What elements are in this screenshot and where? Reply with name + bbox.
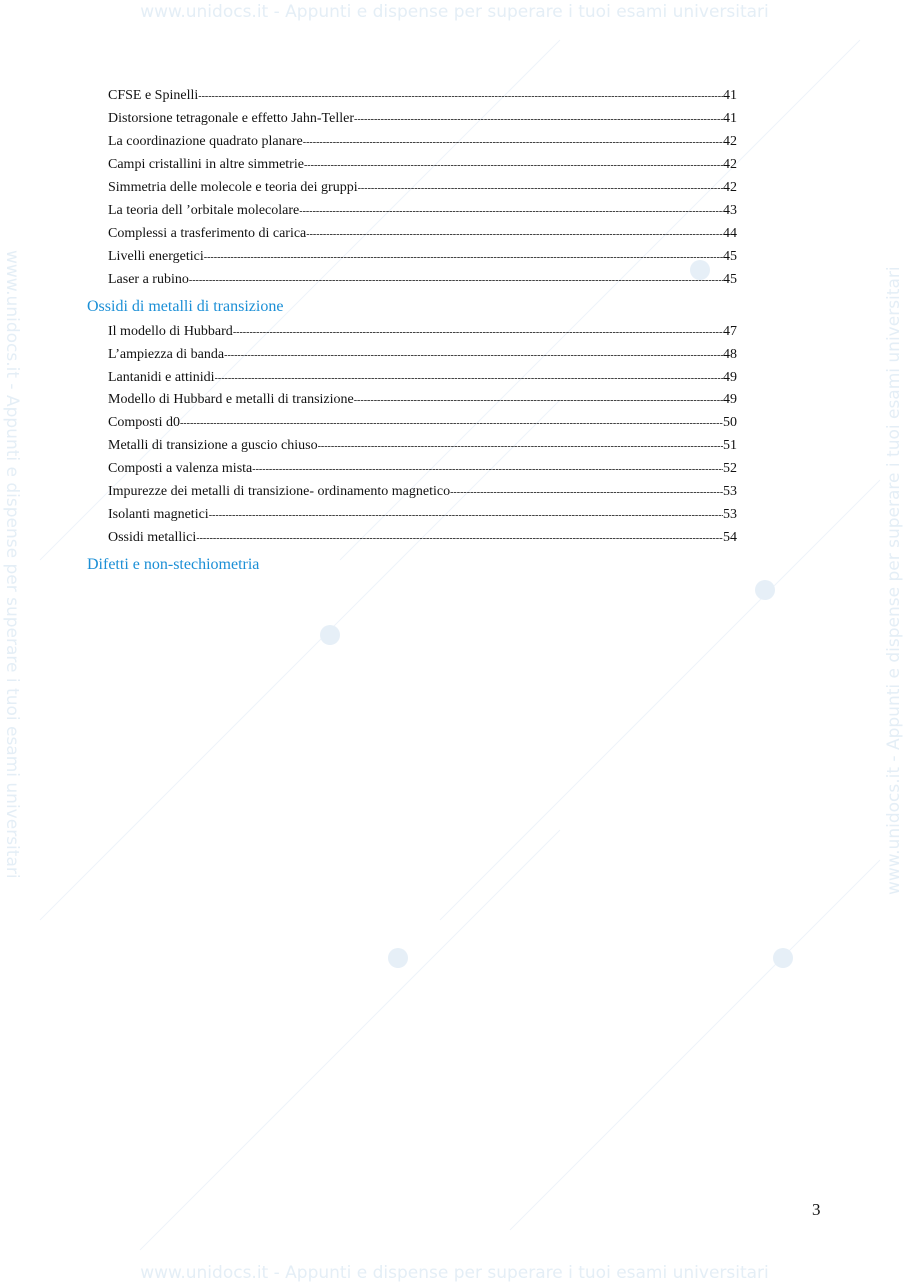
toc-entry-title: Distorsione tetragonale e effetto Jahn-Teller <box>108 111 354 126</box>
toc-entry[interactable] <box>108 226 737 244</box>
toc-entry-title: Composti a valenza mista <box>108 461 253 476</box>
toc-entry-page: 51 <box>723 438 737 453</box>
toc-entry[interactable] <box>108 324 737 342</box>
toc-entry[interactable] <box>108 370 737 388</box>
toc-entry-title: La teoria dell ’orbitale molecolare <box>108 203 300 218</box>
toc-entry-title: Lantanidi e attinidi <box>108 370 215 385</box>
toc-entry-page: 41 <box>723 111 737 126</box>
toc-entry-page: 49 <box>723 370 737 385</box>
watermark-left: www.unidocs.it - Appunti e dispense per superare i tuoi esami universitari <box>2 250 22 879</box>
toc-entry-page: 48 <box>723 347 737 362</box>
toc-leader <box>318 441 723 452</box>
toc-entry[interactable] <box>108 461 737 479</box>
toc-entry-title: Modello di Hubbard e metalli di transizione <box>108 392 354 407</box>
toc-leader <box>233 327 723 338</box>
watermark-right: www.unidocs.it - Appunti e dispense per superare i tuoi esami universitari <box>884 266 904 895</box>
toc-entry[interactable] <box>108 438 737 456</box>
toc-entry-title: La coordinazione quadrato planare <box>108 134 303 149</box>
toc-entry[interactable] <box>108 249 737 267</box>
toc-entry[interactable] <box>108 507 737 525</box>
toc-entry-title: Campi cristallini in altre simmetrie <box>108 157 304 172</box>
toc-entry-page: 45 <box>723 272 737 287</box>
toc-entry-title: Isolanti magnetici <box>108 507 209 522</box>
toc-entry[interactable] <box>108 415 737 433</box>
toc-leader <box>252 464 723 475</box>
toc-entry-page: 45 <box>723 249 737 264</box>
toc-entry[interactable] <box>108 134 737 152</box>
toc-entry[interactable] <box>108 272 737 290</box>
watermark-bottom: www.unidocs.it - Appunti e dispense per superare i tuoi esami universitari <box>140 1263 769 1283</box>
toc-entry-page: 43 <box>723 203 737 218</box>
toc-leader <box>224 350 723 361</box>
toc-entry[interactable] <box>108 180 737 198</box>
toc-leader <box>198 91 723 102</box>
toc-entry-page: 47 <box>723 324 737 339</box>
toc-entry-page: 54 <box>723 530 737 545</box>
toc-entry[interactable] <box>108 88 737 106</box>
toc-entry-title: Metalli di transizione a guscio chiuso <box>108 438 318 453</box>
toc-leader <box>204 252 723 263</box>
toc-entry-page: 53 <box>723 484 737 499</box>
toc-leader <box>215 373 723 384</box>
toc-entry[interactable] <box>108 111 737 129</box>
toc-entry-title: CFSE e Spinelli <box>108 88 199 103</box>
toc-leader <box>180 418 723 429</box>
toc-entry-page: 41 <box>723 88 737 103</box>
toc-entry[interactable] <box>108 530 737 548</box>
toc-entry[interactable] <box>108 203 737 221</box>
toc-entry-title: Composti d0 <box>108 415 180 430</box>
page-number: 3 <box>812 1200 821 1219</box>
toc-entry-title: Complessi a trasferimento di carica <box>108 226 307 241</box>
toc-entry-page: 50 <box>723 415 737 430</box>
toc-entry-page: 42 <box>723 157 737 172</box>
toc-entry[interactable] <box>108 392 737 410</box>
toc-entry-title: Il modello di Hubbard <box>108 324 233 339</box>
toc-leader <box>196 533 723 544</box>
toc-entry-title: Ossidi metallici <box>108 530 197 545</box>
toc-entry-title: L’ampiezza di banda <box>108 347 225 362</box>
toc-entry-page: 42 <box>723 180 737 195</box>
toc-entry-page: 53 <box>723 507 737 522</box>
toc-leader <box>304 160 723 171</box>
toc-section-heading[interactable]: Difetti e non-stechiometria <box>87 556 260 573</box>
toc-leader <box>189 275 723 286</box>
toc-entry[interactable] <box>108 157 737 175</box>
toc-leader <box>354 395 723 406</box>
toc-entry-title: Simmetria delle molecole e teoria dei gruppi <box>108 180 358 195</box>
toc-leader <box>358 183 723 194</box>
toc-entry[interactable] <box>108 347 737 365</box>
toc-entry-page: 44 <box>723 226 737 241</box>
toc-entry-page: 49 <box>723 392 737 407</box>
toc-entry[interactable] <box>108 484 737 502</box>
toc-entry-page: 52 <box>723 461 737 476</box>
watermark-top: www.unidocs.it - Appunti e dispense per superare i tuoi esami universitari <box>140 2 769 22</box>
toc-leader <box>303 137 723 148</box>
toc-entry-title: Impurezze dei metalli di transizione- ordinamento magnetico <box>108 484 451 499</box>
toc-leader <box>306 229 723 240</box>
toc-section-heading[interactable]: Ossidi di metalli di transizione <box>87 298 284 315</box>
toc-entry-title: Livelli energetici <box>108 249 204 264</box>
toc-leader <box>450 487 723 498</box>
toc-entry-title: Laser a rubino <box>108 272 189 287</box>
toc-leader <box>299 206 723 217</box>
toc-entry-page: 42 <box>723 134 737 149</box>
toc-leader <box>354 114 723 125</box>
toc-leader <box>209 510 723 521</box>
